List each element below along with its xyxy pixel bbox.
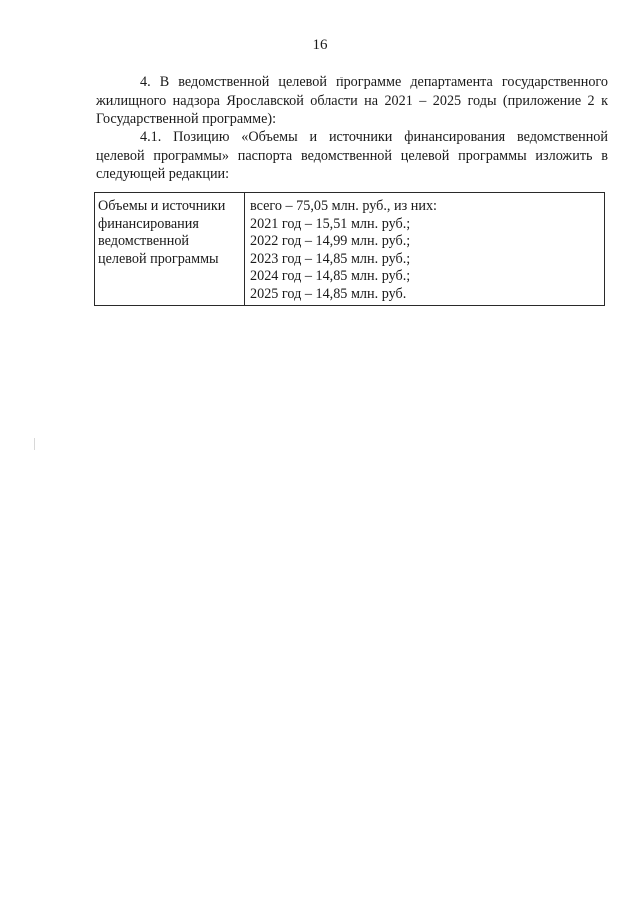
label-line: Объемы и источники: [98, 198, 226, 214]
funding-year-line: 2022 год – 14,99 млн. руб.;: [250, 233, 411, 250]
funding-value-cell: [245, 193, 605, 306]
paragraph-section-4: [96, 73, 608, 129]
scan-artifact: [34, 438, 35, 450]
funding-year-line: 2024 год – 14,85 млн. руб.;: [250, 268, 411, 285]
funding-year-line: 2021 год – 15,51 млн. руб.;: [250, 215, 411, 232]
funding-table: [94, 192, 605, 306]
funding-year-line: 2025 год – 14,85 млн. руб.: [250, 285, 407, 302]
paragraph-section-4-1: [96, 128, 608, 184]
paragraph-line: в следующей редакции:: [96, 147, 608, 182]
label-line: целевой программы: [98, 250, 219, 267]
table-row: [95, 193, 605, 306]
funding-total-line: всего – 75,05 млн. руб., из них:: [250, 198, 437, 214]
label-line: финансирования: [98, 215, 199, 232]
paragraph-line: 4. В ведомственной целевой программе департамента государственного: [140, 74, 608, 90]
label-line: ведомственной: [98, 233, 190, 250]
page-number: 16: [312, 37, 328, 53]
paragraph-line: 4.1. Позицию «Объемы и источники финансирования ведомственной: [140, 129, 608, 145]
funding-label-cell: [95, 193, 245, 306]
funding-year-line: 2023 год – 14,85 млн. руб.;: [250, 250, 411, 267]
paragraph-line: к Государственной программе):: [96, 92, 608, 127]
paragraph-line: жилищного надзора Ярославской области на 2021 – 2025 годы (приложение 2: [96, 92, 595, 109]
paragraph-line: целевой программы» паспорта ведомственной целевой программы изложить: [96, 147, 593, 164]
